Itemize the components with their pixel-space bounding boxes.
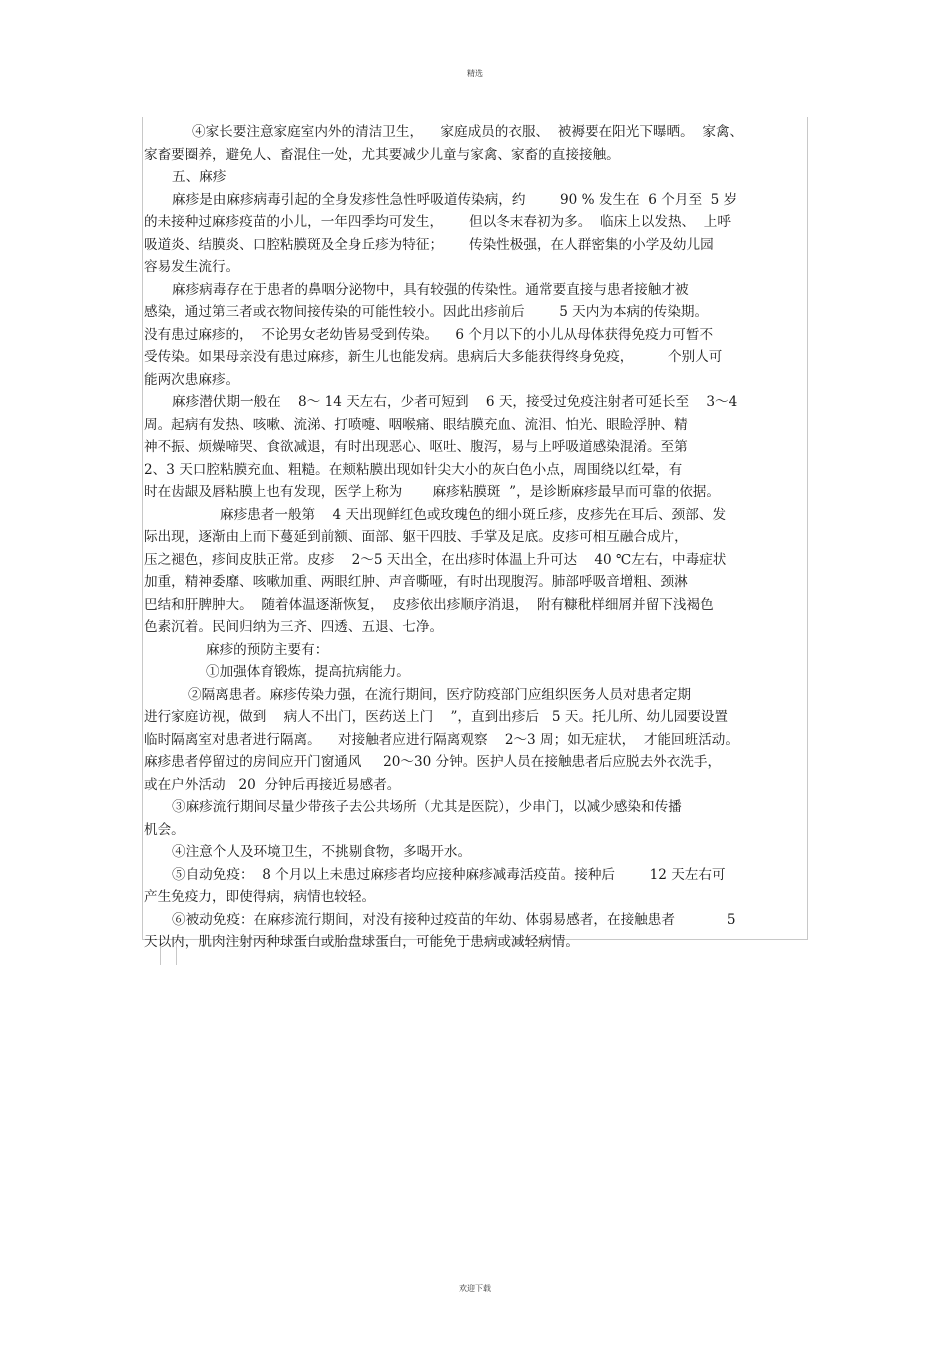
text-line: 麻疹患者停留过的房间应开门窗通风 20～30 分钟。医护人员在接触患者后应脱去外衣洗手， xyxy=(144,754,722,770)
text-line: 没有患过麻疹的， 不论男女老幼皆易受到传染。 6 个月以下的小儿从母体获得免疫力可暂不 xyxy=(144,326,714,343)
text-line: 周。起病有发热、咳嗽、流涕、打喷嚏、咽喉痛、眼结膜充血、流泪、怕光、眼睑浮肿、精 xyxy=(144,416,688,433)
text-line: 色素沉着。民间归纳为三齐、四透、五退、七净。 xyxy=(144,619,444,635)
text-line: 麻疹的预防主要有： xyxy=(206,641,329,658)
text-line: 或在户外活动 20 分钟后再接近易感者。 xyxy=(144,776,401,793)
page-footer-mark: 欢迎下载 xyxy=(459,1284,491,1293)
text-line: 麻疹病毒存在于患者的鼻咽分泌物中，具有较强的传染性。通常要直接与患者接触才被 xyxy=(172,281,689,298)
text-line: 际出现，逐渐由上而下蔓延到前额、面部、躯干四肢、手掌及足底。皮疹可相互融合成片， xyxy=(144,529,688,545)
text-line: ⑥被动免疫：在麻疹流行期间，对没有接种过疫苗的年幼、体弱易感者，在接触患者 5 xyxy=(172,911,736,928)
text-line: 进行家庭访视，做到 病人不出门，医药送上门 ”，直到出疹后 5 天。托儿所、幼儿园要设置 xyxy=(144,709,729,725)
text-line: 加重，精神委靡、咳嗽加重、两眼红肿、声音嘶哑，有时出现腹泻。肺部呼吸音增粗、颈淋 xyxy=(144,574,688,590)
text-line: 2、3 天口腔粘膜充血、粗糙。在颊粘膜出现如针尖大小的灰白色小点，周围绕以红晕，有 xyxy=(144,461,683,478)
text-line: 五、麻疹 xyxy=(172,169,227,185)
text-line: 吸道炎、结膜炎、口腔粘膜斑及全身丘疹为特征； 传染性极强，在人群密集的小学及幼儿园 xyxy=(144,236,714,253)
page-header-mark: 精选 xyxy=(467,69,483,78)
text-line: 时在齿龈及唇粘膜上也有发现，医学上称为 麻疹粘膜斑 ”，是诊断麻疹最早而可靠的依据。 xyxy=(144,484,720,500)
text-line: ⑤自动免疫： 8 个月以上未患过麻疹者均应接种麻疹减毒活疫苗。接种后 12 天左右可 xyxy=(172,866,726,883)
text-line: 临时隔离室对患者进行隔离。 对接触者应进行隔离观察 2～3 周；如无症状， 才能回班活动。 xyxy=(144,731,739,748)
text-line: ④家长要注意家庭室内外的清洁卫生， 家庭成员的衣服、 被褥要在阳光下曝晒。 家禽、 xyxy=(192,124,744,140)
document-body xyxy=(144,121,806,954)
text-line: 天以内，肌肉注射丙种球蛋白或胎盘球蛋白，可能免于患病或减轻病情。 xyxy=(144,934,579,950)
text-line: 麻疹潜伏期一般在 8～ 14 天左右，少者可短到 6 天，接受过免疫注射者可延长至 3～4 xyxy=(172,394,738,410)
text-line: 产生免疫力，即使得病，病情也较轻。 xyxy=(144,889,376,905)
text-line: 压之褪色，疹间皮肤正常。皮疹 2～5 天出全，在出疹时体温上升可达 40 ℃左右，中毒症状 xyxy=(144,551,727,568)
text-line: 感染，通过第三者或衣物间接传染的可能性较小。因此出疹前后 5 天内为本病的传染期。 xyxy=(144,304,709,320)
text-line: 的未接种过麻疹疫苗的小儿，一年四季均可发生， 但以冬末春初为多。 临床上以发热、 上呼 xyxy=(144,214,731,230)
text-line: ③麻疹流行期间尽量少带孩子去公共场所（尤其是医院），少串门，以减少感染和传播 xyxy=(172,799,682,815)
text-line: 巴结和肝脾肿大。 随着体温逐渐恢复， 皮疹依出疹顺序消退， 附有糠秕样细屑并留下浅褐色 xyxy=(144,596,714,613)
text-line: 能两次患麻疹。 xyxy=(144,371,240,388)
text-line: 麻疹患者一般第 4 天出现鲜红色或玫瑰色的细小斑丘疹，皮疹先在耳后、颈部、发 xyxy=(220,506,727,523)
text-line: 家畜要圈养，避免人、畜混住一处，尤其要减少儿童与家禽、家畜的直接接触。 xyxy=(144,146,620,163)
text-line: 神不振、烦燥啼哭、食欲减退，有时出现恶心、呕吐、腹泻，易与上呼吸道感染混淆。至第 xyxy=(144,439,688,455)
text-line: ②隔离患者。麻疹传染力强，在流行期间，医疗防疫部门应组织医务人员对患者定期 xyxy=(188,686,691,703)
text-line: 受传染。如果母亲没有患过麻疹，新生儿也能发病。患病后大多能获得终身免疫， 个别人可 xyxy=(144,349,723,365)
text-line: 机会。 xyxy=(144,821,185,838)
text-line: ①加强体育锻炼，提高抗病能力。 xyxy=(206,664,410,680)
text-line: 麻疹是由麻疹病毒引起的全身发疹性急性呼吸道传染病，约 90 % 发生在 6 个月至 5 岁 xyxy=(172,191,738,208)
text-line: ④注意个人及环境卫生，不挑剔食物，多喝开水。 xyxy=(172,844,472,860)
text-line: 容易发生流行。 xyxy=(144,259,240,275)
